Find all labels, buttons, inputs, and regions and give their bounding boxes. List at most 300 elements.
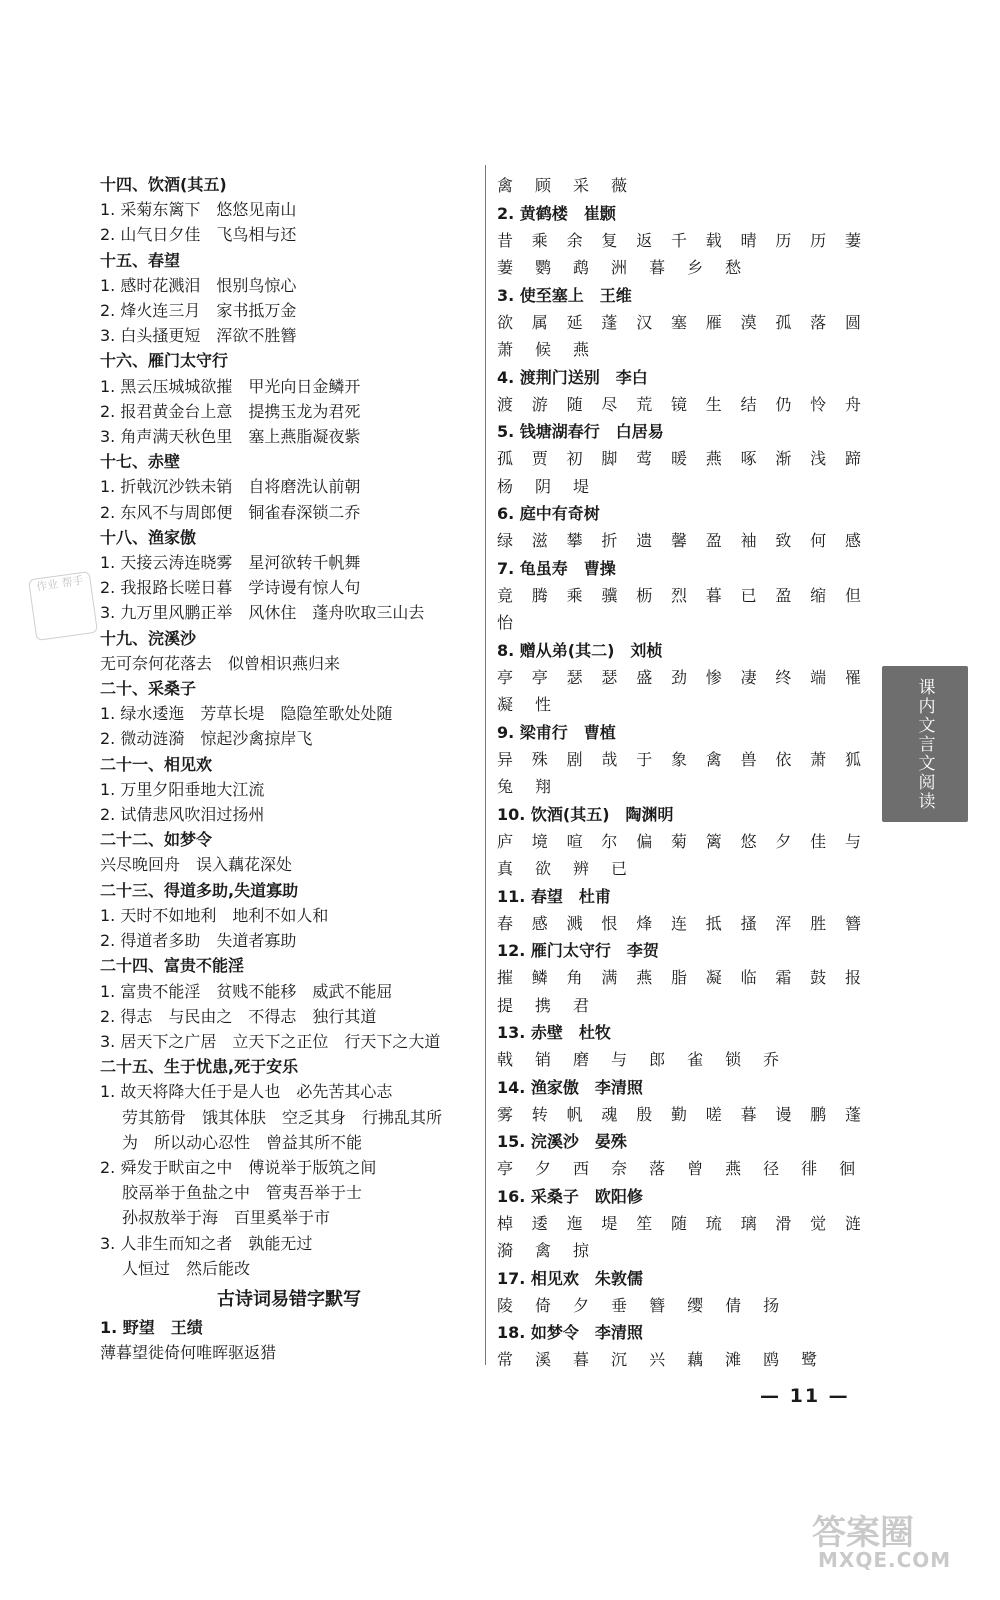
char-cell: 燕	[573, 340, 590, 359]
char-cell: 腾	[531, 585, 548, 605]
char-cell: 琉	[705, 1213, 722, 1233]
left-heading: 二十二、如梦令	[100, 830, 213, 850]
char-cell: 攀	[566, 531, 583, 550]
char-cell: 狐	[844, 749, 861, 769]
char-cell: 何	[810, 531, 827, 550]
char-cell: 随	[566, 394, 583, 414]
char-cell: 燕	[636, 968, 653, 987]
char-cell: 滋	[531, 531, 548, 550]
char-cell: 境	[531, 831, 548, 851]
char-cell: 劲	[670, 667, 687, 687]
char-cell: 性	[535, 695, 552, 714]
char-cell: 孤	[497, 449, 514, 468]
watermark-logo: 答案圈	[812, 1513, 914, 1553]
char-cell: 觉	[810, 1213, 827, 1233]
char-cell: 历	[775, 230, 792, 250]
char-cell: 汉	[636, 312, 653, 332]
char-cell: 燕	[705, 449, 722, 468]
char-cell: 夕	[535, 1159, 552, 1178]
left-line: 2. 试倩悲风吹泪过扬州	[100, 805, 265, 825]
char-cell: 戟	[497, 1050, 514, 1069]
char-cell: 初	[566, 449, 583, 468]
char-cell: 逶	[531, 1213, 548, 1233]
char-cell: 望	[132, 1343, 149, 1363]
right-column	[497, 172, 867, 1374]
char-cell: 提	[497, 995, 514, 1015]
char-cell: 春	[497, 913, 514, 933]
char-cell: 顾	[535, 176, 552, 195]
left-line: 1. 黑云压城城欲摧 甲光向日金鳞开	[100, 376, 361, 396]
right-char-row	[497, 172, 867, 200]
char-cell: 喧	[566, 831, 583, 851]
char-cell: 骥	[601, 585, 618, 605]
char-cell: 历	[810, 230, 827, 250]
char-cell: 致	[775, 531, 792, 550]
char-cell: 亭	[497, 667, 514, 687]
char-cell: 兽	[740, 749, 757, 769]
char-cell: 罹	[844, 667, 861, 687]
char-cell: 殊	[531, 749, 548, 769]
column-divider	[485, 165, 486, 1365]
char-cell: 塞	[670, 312, 687, 332]
char-cell: 亭	[497, 1159, 514, 1178]
left-line: 2. 得道者多助 失道者寡助	[100, 931, 297, 951]
char-cell: 溪	[535, 1350, 552, 1369]
char-cell: 萧	[497, 340, 514, 359]
char-cell: 西	[573, 1159, 590, 1178]
right-heading: 8. 赠从弟(其二) 刘桢	[497, 640, 663, 660]
char-cell: 沉	[611, 1350, 628, 1369]
char-cell: 尔	[601, 831, 618, 851]
left-line: 1. 感时花溅泪 恨别鸟惊心	[100, 275, 297, 295]
left-line: 3. 人非生而知之者 孰能无过	[100, 1233, 313, 1253]
char-cell: 常	[497, 1350, 514, 1369]
left-heading: 二十一、相见欢	[100, 754, 213, 774]
right-char-row	[497, 664, 867, 692]
char-cell: 暮	[740, 1104, 757, 1124]
char-cell: 浑	[775, 913, 792, 933]
char-cell: 鹦	[535, 258, 552, 277]
char-cell: 暖	[670, 449, 687, 468]
left-heading: 十七、赤壁	[100, 452, 181, 472]
char-cell: 乔	[763, 1050, 780, 1069]
char-cell: 暮	[573, 1350, 590, 1369]
right-char-row	[497, 1101, 867, 1129]
char-cell: 辨	[573, 859, 590, 878]
char-cell: 滩	[725, 1350, 742, 1369]
char-cell: 勤	[670, 1104, 687, 1124]
right-char-row	[497, 1346, 867, 1374]
char-cell: 转	[531, 1104, 548, 1124]
char-cell: 翔	[535, 777, 552, 796]
char-cell: 盈	[775, 585, 792, 605]
char-cell: 荒	[636, 394, 653, 414]
char-cell: 蓬	[601, 312, 618, 332]
char-cell: 驱	[228, 1343, 245, 1363]
right-char-row	[497, 964, 867, 992]
char-cell: 鹭	[801, 1350, 818, 1369]
right-char-row	[497, 691, 867, 719]
char-cell: 帆	[566, 1104, 583, 1124]
char-cell: 倚	[164, 1343, 181, 1363]
right-char-row	[497, 445, 867, 473]
char-cell: 谩	[775, 1104, 792, 1124]
char-cell: 徊	[839, 1159, 856, 1178]
char-cell: 舟	[844, 394, 861, 414]
char-cell: 渐	[775, 449, 792, 468]
char-cell: 真	[497, 859, 514, 878]
right-heading: 9. 梁甫行 曹植	[497, 722, 616, 742]
char-cell: 临	[740, 968, 757, 987]
left-char-row	[100, 1340, 478, 1365]
right-char-row	[497, 473, 867, 501]
char-cell: 洲	[611, 258, 628, 277]
char-cell: 溅	[566, 913, 583, 933]
left-heading: 二十四、富贵不能淫	[100, 956, 245, 976]
char-cell: 掠	[573, 1241, 590, 1260]
left-heading: 1. 野望 王绩	[100, 1317, 203, 1337]
char-cell: 陵	[497, 1295, 514, 1315]
char-cell: 萧	[810, 749, 827, 769]
right-heading: 2. 黄鹤楼 崔颢	[497, 203, 616, 223]
char-cell: 悠	[740, 831, 757, 851]
right-heading: 17. 相见欢 朱敦儒	[497, 1268, 643, 1288]
char-cell: 采	[573, 176, 590, 195]
right-heading: 4. 渡荆门送别 李白	[497, 367, 648, 387]
right-char-row	[497, 1046, 867, 1074]
char-cell: 堤	[601, 1213, 618, 1233]
char-cell: 漪	[497, 1241, 514, 1260]
char-cell: 禽	[535, 1241, 552, 1260]
left-heading: 十五、春望	[100, 250, 181, 270]
char-cell: 烽	[636, 913, 653, 933]
char-cell: 与	[844, 831, 861, 851]
right-heading: 16. 采桑子 欧阳修	[497, 1186, 643, 1206]
left-column	[100, 172, 478, 1365]
char-cell: 千	[670, 230, 687, 250]
section-side-tab: 课内文言文阅读	[882, 666, 968, 822]
right-char-row	[497, 1155, 867, 1183]
char-cell: 缨	[687, 1295, 704, 1315]
char-cell: 昔	[497, 230, 514, 250]
char-cell: 薇	[611, 176, 628, 195]
left-line: 1. 折戟沉沙铁未销 自将磨洗认前朝	[100, 477, 361, 497]
char-cell: 贾	[531, 449, 548, 468]
char-cell: 枥	[636, 585, 653, 605]
char-cell: 剧	[566, 749, 583, 769]
char-cell: 唯	[196, 1343, 213, 1363]
right-heading: 6. 庭中有奇树	[497, 504, 600, 523]
right-char-row	[497, 527, 867, 555]
char-cell: 晴	[740, 230, 757, 250]
char-cell: 仍	[775, 394, 792, 414]
char-cell: 夕	[775, 831, 792, 851]
char-cell: 随	[670, 1213, 687, 1233]
char-cell: 倩	[725, 1295, 742, 1315]
char-cell: 返	[244, 1343, 261, 1363]
left-line: 1. 万里夕阳垂地大江流	[100, 779, 265, 799]
left-line: 无可奈何花落去 似曾相识燕归来	[100, 653, 341, 673]
left-line: 人恒过 然后能改	[122, 1258, 251, 1278]
char-cell: 鸥	[763, 1350, 780, 1369]
char-cell: 凝	[497, 695, 514, 714]
char-cell: 萋	[497, 258, 514, 277]
char-cell: 延	[566, 312, 583, 332]
left-line: 劳其筋骨 饿其体肤 空乏其身 行拂乱其所	[122, 1107, 443, 1127]
char-cell: 落	[810, 312, 827, 332]
right-char-row	[497, 336, 867, 364]
char-cell: 堤	[573, 476, 590, 496]
left-heading: 二十、采桑子	[100, 679, 197, 699]
char-cell: 徘	[801, 1159, 818, 1178]
char-cell: 何	[180, 1343, 197, 1363]
char-cell: 怡	[497, 613, 514, 632]
char-cell: 恨	[601, 913, 618, 933]
left-heading: 十九、浣溪沙	[100, 628, 197, 648]
char-cell: 笙	[636, 1213, 653, 1233]
right-char-row	[497, 1292, 867, 1320]
char-cell: 魂	[601, 1104, 618, 1124]
char-cell: 殷	[636, 1104, 653, 1124]
char-cell: 篱	[705, 831, 722, 851]
char-cell: 蓬	[844, 1104, 861, 1124]
char-cell: 候	[535, 340, 552, 359]
char-cell: 棹	[497, 1213, 514, 1233]
char-cell: 欲	[497, 312, 514, 332]
char-cell: 盈	[705, 531, 722, 550]
char-cell: 扬	[763, 1295, 780, 1315]
left-line: 2. 微动涟漪 惊起沙禽掠岸飞	[100, 729, 313, 749]
right-char-row	[497, 227, 867, 255]
char-cell: 袖	[740, 531, 757, 550]
char-cell: 夕	[573, 1295, 590, 1315]
char-cell: 象	[670, 749, 687, 769]
char-cell: 折	[601, 531, 618, 550]
right-char-row	[497, 609, 867, 637]
right-char-row	[497, 746, 867, 774]
char-cell: 遗	[636, 531, 653, 550]
char-cell: 偏	[636, 831, 653, 851]
char-cell: 渡	[497, 394, 514, 414]
char-cell: 暮	[649, 258, 666, 277]
char-cell: 胜	[810, 913, 827, 933]
right-char-row	[497, 1237, 867, 1265]
char-cell: 余	[566, 230, 583, 250]
char-cell: 惨	[705, 667, 722, 687]
char-cell: 浅	[810, 449, 827, 468]
char-cell: 郎	[649, 1050, 666, 1069]
char-cell: 结	[740, 394, 757, 414]
char-cell: 载	[705, 230, 722, 250]
right-char-row	[497, 1210, 867, 1238]
char-cell: 亭	[531, 667, 548, 687]
left-line: 孙叔敖举于海 百里奚举于市	[122, 1208, 331, 1228]
char-cell: 锁	[725, 1050, 742, 1069]
char-cell: 依	[775, 749, 792, 769]
char-cell: 摧	[497, 968, 514, 987]
char-cell: 与	[611, 1050, 628, 1069]
right-heading: 13. 赤壁 杜牧	[497, 1023, 611, 1042]
char-cell: 猎	[260, 1343, 277, 1363]
char-cell: 愁	[725, 258, 742, 277]
char-cell: 徙	[148, 1343, 165, 1363]
char-cell: 镜	[670, 394, 687, 414]
char-cell: 萋	[844, 230, 861, 250]
char-cell: 凝	[705, 968, 722, 987]
left-line: 2. 我报路长嗟日暮 学诗谩有惊人句	[100, 578, 361, 598]
right-char-row	[497, 309, 867, 337]
left-line: 3. 居天下之广居 立天下之正位 行天下之大道	[100, 1031, 441, 1051]
char-cell: 乡	[687, 258, 704, 277]
left-line: 2. 烽火连三月 家书抵万金	[100, 301, 297, 321]
char-cell: 欲	[535, 859, 552, 878]
char-cell: 嗟	[705, 1104, 722, 1124]
char-cell: 尽	[601, 394, 618, 414]
char-cell: 烈	[670, 585, 687, 605]
char-cell: 满	[601, 968, 618, 987]
right-char-row	[497, 773, 867, 801]
right-heading: 3. 使至塞上 王维	[497, 285, 632, 305]
char-cell: 君	[573, 995, 590, 1015]
right-heading: 18. 如梦令 李清照	[497, 1323, 643, 1342]
char-cell: 漠	[740, 312, 757, 332]
char-cell: 霜	[775, 968, 792, 987]
left-line: 3. 白头搔更短 浑欲不胜簪	[100, 326, 297, 346]
left-line: 2. 山气日夕佳 飞鸟相与还	[100, 225, 297, 245]
right-char-row	[497, 855, 867, 883]
char-cell: 璃	[740, 1213, 757, 1233]
left-line: 1. 天接云涛连晓雾 星河欲转千帆舞	[100, 553, 361, 573]
char-cell: 涟	[844, 1213, 861, 1233]
char-cell: 复	[601, 230, 618, 250]
left-heading: 十八、渔家傲	[100, 527, 197, 547]
char-cell: 角	[566, 968, 583, 987]
left-line: 3. 角声满天秋色里 塞上燕脂凝夜紫	[100, 427, 361, 447]
right-heading: 10. 饮酒(其五) 陶渊明	[497, 804, 674, 824]
char-cell: 暮	[705, 585, 722, 605]
char-cell: 缩	[810, 585, 827, 605]
char-cell: 阴	[535, 476, 552, 496]
char-cell: 哉	[601, 749, 618, 769]
char-cell: 感	[844, 531, 861, 550]
char-cell: 兴	[649, 1350, 666, 1369]
char-cell: 游	[531, 394, 548, 414]
left-line: 1. 天时不如地利 地利不如人和	[100, 905, 329, 925]
left-line: 1. 故天将降大任于是人也 必先苦其心志	[100, 1082, 393, 1102]
char-cell: 生	[705, 394, 722, 414]
char-cell: 鳞	[531, 968, 548, 987]
char-cell: 乘	[566, 585, 583, 605]
char-cell: 脂	[670, 968, 687, 987]
char-cell: 鹉	[573, 258, 590, 277]
left-line: 2. 舜发于畎亩之中 傅说举于版筑之间	[100, 1157, 377, 1177]
char-cell: 搔	[740, 913, 757, 933]
char-cell: 庐	[497, 831, 514, 851]
char-cell: 竟	[497, 585, 514, 605]
right-char-row	[497, 582, 867, 610]
char-cell: 绿	[497, 531, 514, 550]
char-cell: 莺	[636, 449, 653, 468]
char-cell: 曾	[687, 1159, 704, 1178]
char-cell: 啄	[740, 449, 757, 468]
char-cell: 于	[636, 749, 653, 769]
char-cell: 连	[670, 913, 687, 933]
page-number: — 11 —	[760, 1385, 850, 1407]
char-cell: 磨	[573, 1050, 590, 1069]
char-cell: 奈	[611, 1159, 628, 1178]
left-line: 1. 富贵不能淫 贫贱不能移 威武不能屈	[100, 981, 393, 1001]
char-cell: 禽	[497, 176, 514, 195]
right-char-row	[497, 828, 867, 856]
char-cell: 菊	[670, 831, 687, 851]
char-cell: 凄	[740, 667, 757, 687]
char-cell: 脚	[601, 449, 618, 468]
char-cell: 径	[763, 1159, 780, 1178]
char-cell: 倚	[535, 1295, 552, 1315]
char-cell: 雾	[497, 1104, 514, 1124]
left-heading: 十四、饮酒(其五)	[100, 175, 227, 194]
char-cell: 但	[844, 585, 861, 605]
right-heading: 14. 渔家傲 李清照	[497, 1077, 643, 1097]
left-line: 胶鬲举于鱼盐之中 管夷吾举于士	[122, 1183, 363, 1203]
char-cell: 瑟	[601, 667, 618, 687]
char-cell: 返	[636, 230, 653, 250]
char-cell: 感	[531, 913, 548, 933]
char-cell: 抵	[705, 913, 722, 933]
watermark-url: MXQE.COM	[818, 1548, 952, 1572]
char-cell: 簪	[844, 913, 861, 933]
char-cell: 藕	[687, 1350, 704, 1369]
char-cell: 雀	[687, 1050, 704, 1069]
char-cell: 乘	[531, 230, 548, 250]
char-cell: 暮	[116, 1343, 133, 1363]
char-cell: 燕	[725, 1159, 742, 1178]
char-cell: 滑	[775, 1213, 792, 1233]
char-cell: 鹏	[810, 1104, 827, 1124]
left-heading: 二十五、生于忧患,死于安乐	[100, 1057, 299, 1077]
char-cell: 端	[810, 667, 827, 687]
left-heading: 十六、雁门太守行	[100, 351, 229, 371]
char-cell: 属	[531, 312, 548, 332]
char-cell: 已	[611, 859, 628, 878]
left-line: 3. 九万里风鹏正举 风休住 蓬舟吹取三山去	[100, 603, 425, 623]
right-char-row	[497, 910, 867, 938]
left-line: 兴尽晚回舟 误入藕花深处	[100, 855, 293, 875]
char-cell: 杨	[497, 476, 514, 496]
char-cell: 已	[740, 585, 757, 605]
char-cell: 盛	[636, 667, 653, 687]
char-cell: 兔	[497, 777, 514, 796]
char-cell: 馨	[670, 531, 687, 550]
char-cell: 异	[497, 749, 514, 769]
right-char-row	[497, 992, 867, 1020]
right-heading: 7. 龟虽寿 曹操	[497, 558, 616, 578]
char-cell: 圆	[844, 312, 861, 332]
left-line: 为 所以动心忍性 曾益其所不能	[122, 1132, 363, 1152]
char-cell: 孤	[775, 312, 792, 332]
right-char-row	[497, 391, 867, 419]
char-cell: 报	[844, 968, 861, 987]
right-heading: 11. 春望 杜甫	[497, 886, 611, 906]
char-cell: 鼓	[810, 968, 827, 987]
left-line: 1. 绿水逶迤 芳草长堤 隐隐笙歌处处随	[100, 704, 393, 724]
char-cell: 落	[649, 1159, 666, 1178]
char-cell: 终	[775, 667, 792, 687]
char-cell: 簪	[649, 1295, 666, 1315]
char-cell: 怜	[810, 394, 827, 414]
char-cell: 薄	[100, 1343, 117, 1363]
right-heading: 12. 雁门太守行 李贺	[497, 941, 659, 960]
